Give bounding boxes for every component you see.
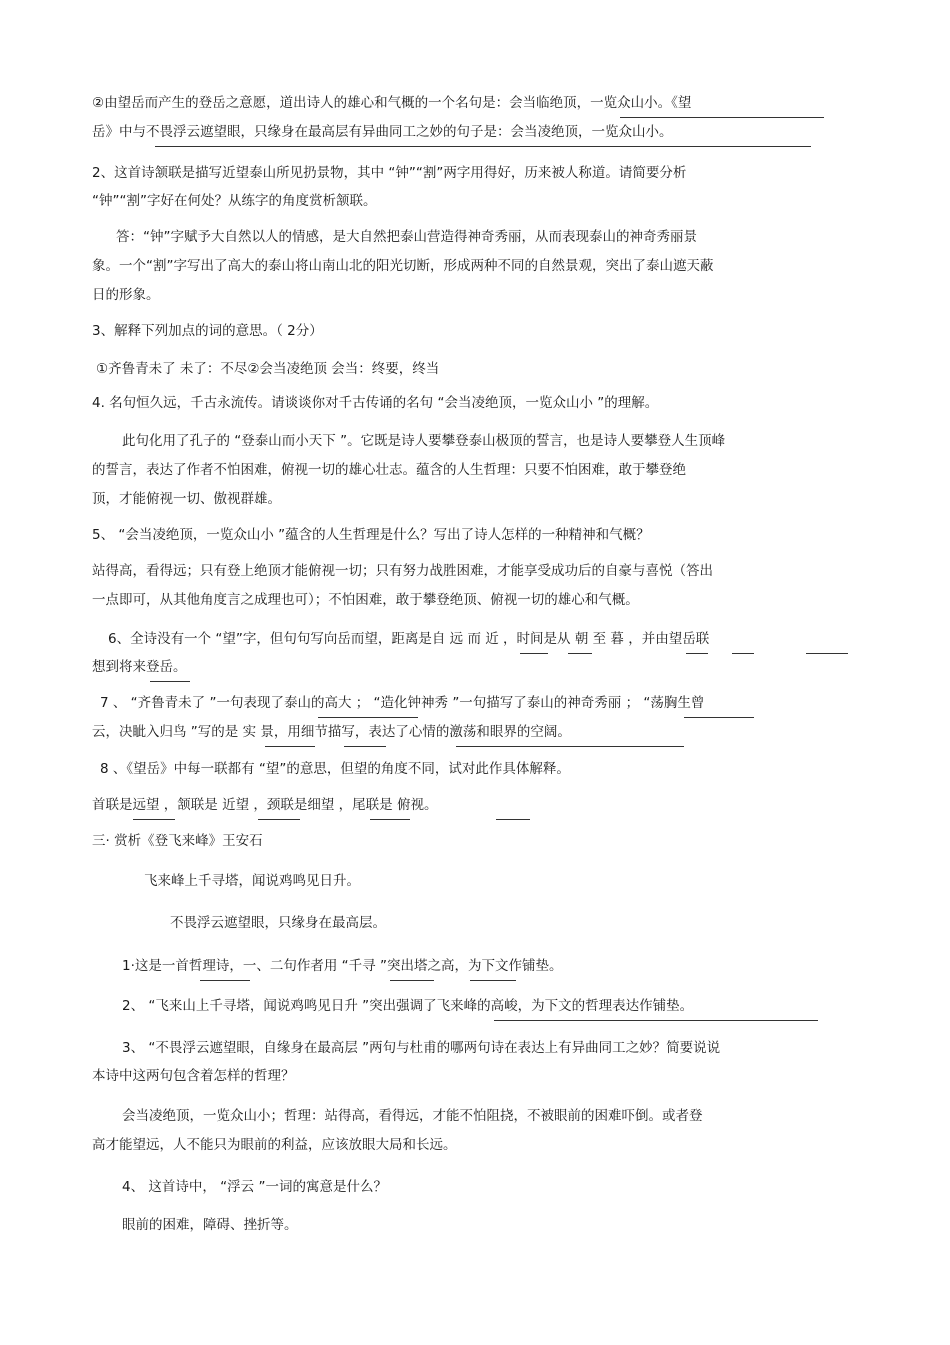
answer-underline xyxy=(344,746,386,747)
answer-underline xyxy=(568,653,592,654)
text-line: 2、 “飞来山上千寻塔，闻说鸡鸣见日升 ”突出强调了飞来峰的高峻，为下文的哲理表达作铺垫。 xyxy=(122,998,694,1014)
text-line: 6、全诗没有一个 “望”字，但句句写向岳而望，距离是自 远 而 近 ，时间是从 朝 至 暮 ，并由望岳联 xyxy=(108,631,710,647)
text-line: 想到将来登岳。 xyxy=(92,659,187,675)
text-line: 4. 名句恒久远，千古永流传。请谈谈你对千古传诵的名句 “会当凌绝顶，一览众山小 ”的理解。 xyxy=(92,395,659,411)
text-line: 答：“钟”字赋予大自然以人的情感，是大自然把泰山营造得神奇秀丽，从而表现泰山的神奇秀丽景 xyxy=(116,229,697,245)
text-line: 8 、《望岳》中每一联都有 “望”的意思，但望的角度不同，试对此作具体解释。 xyxy=(100,761,570,777)
answer-underline xyxy=(620,117,824,118)
text-line: 日的形象。 xyxy=(92,287,160,303)
text-line: 不畏浮云遮望眼，只缘身在最高层。 xyxy=(170,915,386,931)
answer-underline xyxy=(200,980,250,981)
answer-underline xyxy=(155,146,811,147)
answer-underline xyxy=(806,653,848,654)
answer-underline xyxy=(265,746,315,747)
text-line: 眼前的困难，障碍、挫折等。 xyxy=(122,1217,298,1233)
text-line: 一点即可，从其他角度言之成理也可）；不怕困难，敢于攀登绝顶、俯视一切的雄心和气概。 xyxy=(92,592,639,608)
answer-underline xyxy=(470,980,516,981)
answer-underline xyxy=(318,717,418,718)
text-line: “钟”“割”字好在何处？从练字的角度赏析颔联。 xyxy=(92,193,377,209)
text-line: 高才能望远，人不能只为眼前的利益，应该放眼大局和长远。 xyxy=(92,1137,457,1153)
text-line: 会当凌绝顶，一览众山小；哲理：站得高，看得远，才能不怕阻挠，不被眼前的困难吓倒。或者登 xyxy=(122,1108,703,1124)
text-line: 此句化用了孔子的 “登泰山而小天下 ”。它既是诗人要攀登泰山极顶的誓言，也是诗人要攀登人生顶峰 xyxy=(122,433,726,449)
answer-underline xyxy=(370,819,410,820)
text-line: 本诗中这两句包含着怎样的哲理？ xyxy=(92,1068,295,1084)
text-line: 飞来峰上千寻塔，闻说鸡鸣见日升。 xyxy=(144,873,360,889)
text-line: 云，决眦入归鸟 ”写的是 实 景，用细节描写，表达了心情的激荡和眼界的空阔。 xyxy=(92,724,571,740)
text-line: ②由望岳而产生的登岳之意愿，道出诗人的雄心和气概的一个名句是：会当临绝顶，一览众山小。《望 xyxy=(92,95,692,111)
answer-underline xyxy=(258,819,300,820)
answer-underline xyxy=(684,717,754,718)
answer-underline xyxy=(732,653,754,654)
answer-underline xyxy=(456,746,684,747)
text-line: 7 、 “齐鲁青未了 ”一句表现了泰山的高大 ； “造化钟神秀 ”一句描写了泰山的神奇秀丽 ； “荡胸生曾 xyxy=(100,695,705,711)
text-line: 4、 这首诗中， “浮云 ”一词的寓意是什么？ xyxy=(122,1179,387,1195)
answer-underline xyxy=(494,1020,818,1021)
text-line: 首联是远望 ，颔联是 近望 ，颈联是细望 ，尾联是 俯视。 xyxy=(92,797,438,813)
text-line: 2、这首诗颔联是描写近望泰山所见扔景物，其中 “钟”“割”两字用得好，历来被人称道。请简要分析 xyxy=(92,165,687,181)
text-line: 5、 “会当凌绝顶，一览众山小 ”蕴含的人生哲理是什么？写出了诗人怎样的一种精神和气概？ xyxy=(92,527,650,543)
text-line: 的誓言，表达了作者不怕困难，俯视一切的雄心壮志。蕴含的人生哲理：只要不怕困难，敢于攀登绝 xyxy=(92,462,686,478)
answer-underline xyxy=(150,681,190,682)
answer-underline xyxy=(133,819,175,820)
answer-underline xyxy=(520,653,548,654)
text-line: 站得高，看得远；只有登上绝顶才能俯视一切；只有努力战胜困难，才能享受成功后的自豪与喜悦（答出 xyxy=(92,563,713,579)
answer-underline xyxy=(496,819,530,820)
text-line: 三· 赏析《登飞来峰》王安石 xyxy=(92,833,263,849)
text-line: 象。一个“割”字写出了高大的泰山将山南山北的阳光切断，形成两种不同的自然景观，突出了泰山遮天蔽 xyxy=(92,258,714,274)
answer-underline xyxy=(686,653,708,654)
text-line: 1·这是一首哲理诗，一、二句作者用 “千寻 ”突出塔之高，为下文作铺垫。 xyxy=(122,958,563,974)
text-line: ①齐鲁青未了 未了：不尽②会当凌绝顶 会当：终要，终当 xyxy=(96,361,440,377)
text-line: 岳》中与不畏浮云遮望眼，只缘身在最高层有异曲同工之妙的句子是：会当凌绝顶，一览众山小。 xyxy=(92,124,673,140)
answer-underline xyxy=(390,980,434,981)
text-line: 3、 “不畏浮云遮望眼，自缘身在最高层 ”两句与杜甫的哪两句诗在表达上有异曲同工之妙？简要说说 xyxy=(122,1040,721,1056)
text-line: 顶，才能俯视一切、傲视群雄。 xyxy=(92,491,281,507)
text-line: 3、解释下列加点的词的意思。（ 2分） xyxy=(92,323,323,339)
